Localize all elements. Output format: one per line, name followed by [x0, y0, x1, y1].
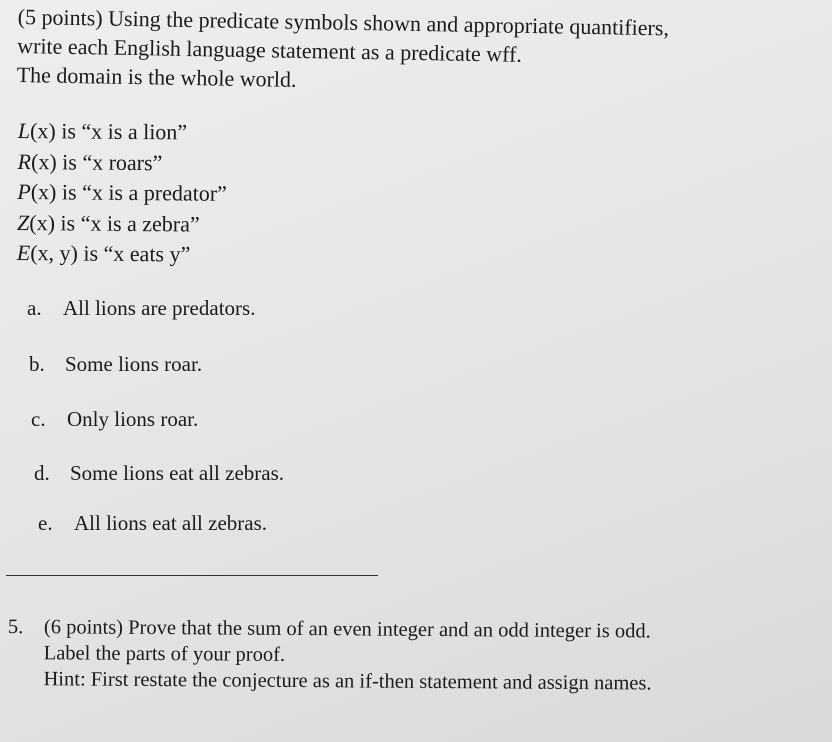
section-divider — [6, 575, 378, 576]
predicate-meaning: is “x eats y” — [77, 240, 191, 267]
statement-letter: c. — [31, 407, 46, 431]
statement-text: All lions are predators. — [63, 296, 256, 320]
predicate-lion — [18, 116, 228, 148]
statement-letter: a. — [27, 296, 42, 320]
predicate-symbol: Z — [16, 209, 30, 235]
predicate-meaning: is “x is a predator” — [56, 179, 227, 206]
predicate-roars — [17, 146, 227, 178]
question-5-body — [43, 614, 652, 696]
statement-c — [31, 407, 198, 432]
predicate-symbol: L — [17, 117, 31, 144]
predicate-args: (x, y) — [30, 240, 79, 266]
statement-text: All lions eat all zebras. — [74, 511, 268, 535]
statement-letter: b. — [29, 352, 45, 376]
predicate-zebra — [17, 207, 227, 239]
question-5 — [7, 614, 652, 696]
predicate-symbol: E — [16, 239, 31, 266]
statement-letter: d. — [34, 461, 50, 485]
predicate-predator — [17, 177, 227, 209]
statement-e — [38, 511, 267, 536]
question-5-line-2: Label the parts of your proof. — [43, 642, 286, 666]
predicate-args: (x) — [29, 209, 56, 235]
question-number: 5. — [7, 615, 24, 639]
predicate-args: (x) — [30, 148, 57, 174]
statement-text: Only lions roar. — [67, 407, 199, 431]
statement-b — [29, 352, 202, 377]
intro-line-2: write each English language statement as a predicate wff. — [17, 32, 523, 67]
predicate-args: (x) — [30, 179, 57, 205]
predicate-meaning: is “x roars” — [56, 148, 163, 175]
intro-line-1: (5 points) Using the predicate symbols shown and appropriate quantifiers, — [17, 3, 670, 41]
predicate-definitions — [17, 116, 228, 270]
predicate-eats — [17, 238, 227, 270]
statement-text: Some lions eat all zebras. — [70, 461, 285, 485]
question-intro — [16, 2, 817, 103]
intro-line-3: The domain is the whole world. — [16, 61, 297, 92]
predicate-meaning: is “x is a lion” — [55, 118, 188, 145]
predicate-symbol: R — [17, 148, 32, 174]
statement-a — [27, 296, 255, 321]
statement-d — [34, 461, 284, 486]
predicate-meaning: is “x is a zebra” — [54, 209, 200, 237]
predicate-symbol: P — [17, 178, 31, 205]
question-5-line-3: Hint: First restate the conjecture as an if-then statement and assign names. — [43, 668, 652, 695]
predicate-args: (x) — [30, 118, 56, 144]
statement-text: Some lions roar. — [65, 352, 203, 376]
statement-letter: e. — [38, 511, 53, 535]
question-5-line-1: (6 points) Prove that the sum of an even integer and an odd integer is odd. — [43, 616, 651, 643]
